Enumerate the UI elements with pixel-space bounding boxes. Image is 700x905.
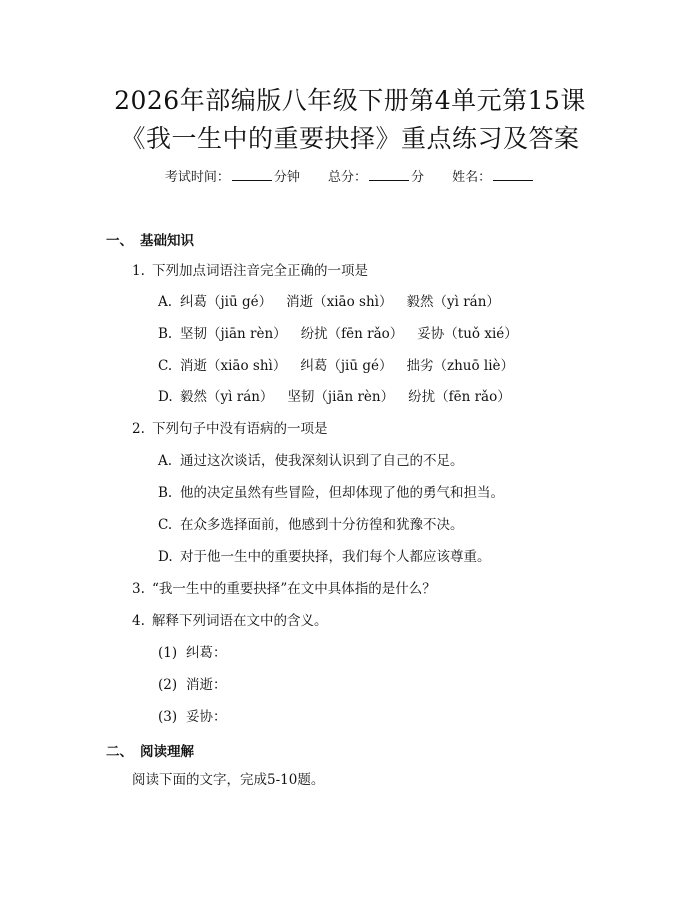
option-item: 妥协（tuǒ xié） (417, 326, 518, 342)
option-letter: A. (158, 294, 173, 310)
section-heading-reading (106, 740, 194, 760)
option-letter: B. (158, 326, 173, 342)
option-item: 坚韧（jiān rèn） (287, 389, 395, 405)
option-item: 毅然（yì rán） (180, 389, 274, 405)
option-item: 毅然（yì rán） (406, 294, 500, 310)
section-title: 基础知识 (140, 233, 194, 249)
section-number: 二、 (106, 744, 133, 760)
option-letter: D. (158, 549, 173, 565)
subitem-number: (2) (158, 677, 178, 693)
q4-subitem-1 (158, 644, 227, 662)
q2-option-a[interactable] (158, 452, 464, 470)
subitem-number: (3) (158, 709, 178, 725)
total-score-label: 总分： (327, 170, 367, 185)
q2-option-b[interactable] (158, 484, 504, 502)
option-text: 他的决定虽然有些冒险，但却体现了他的勇气和担当。 (180, 485, 504, 501)
question-text: 解释下列词语在文中的含义。 (152, 613, 328, 629)
question-text: 下列句子中没有语病的一项是 (152, 421, 328, 437)
option-item: 坚韧（jiān rèn） (180, 326, 287, 342)
exam-time-unit: 分钟 (273, 170, 300, 185)
student-name-label: 姓名： (452, 170, 492, 185)
question-number: 4. (132, 613, 145, 629)
option-text: 在众多选择面前，他感到十分彷徨和犹豫不决。 (180, 517, 464, 533)
total-score-blank[interactable] (369, 168, 409, 181)
page-title-line2: 《我一生中的重要抉择》重点练习及答案 (120, 124, 580, 153)
option-letter: B. (158, 485, 173, 501)
option-item: 纠葛（jiū gé） (300, 358, 393, 374)
option-item: 纷扰（fēn rǎo） (300, 326, 404, 342)
q4-subitem-2 (158, 676, 227, 694)
question-number: 2. (132, 421, 145, 437)
option-item: 纠葛（jiū gé） (180, 294, 273, 310)
page-title-line1: 2026年部编版八年级下册第4单元第15课 (114, 86, 586, 115)
q1-option-c[interactable] (158, 357, 514, 375)
option-item: 消逝（xiāo shì） (286, 294, 393, 310)
option-item: 消逝（xiāo shì） (180, 358, 287, 374)
q1-option-d[interactable] (158, 388, 511, 406)
question-number: 1. (132, 263, 145, 279)
subitem-text: 纠葛： (186, 645, 227, 661)
subitem-text: 消逝： (186, 677, 227, 693)
q4-subitem-3 (158, 708, 227, 726)
option-item: 拙劣（zhuō liè） (406, 358, 515, 374)
option-item: 纷扰（fēn rǎo） (408, 389, 511, 405)
question-number: 3. (132, 581, 145, 597)
section-number: 一、 (106, 233, 133, 249)
q1-option-a[interactable] (158, 293, 500, 311)
section-heading-basics (106, 229, 194, 249)
section-title: 阅读理解 (140, 744, 194, 760)
total-score-field (328, 168, 424, 188)
q2-option-c[interactable] (158, 516, 464, 534)
option-letter: D. (158, 389, 173, 405)
exam-time-label: 考试时间： (164, 170, 230, 185)
option-text: 通过这次谈话，使我深刻认识到了自己的不足。 (180, 453, 464, 469)
total-score-unit: 分 (411, 170, 425, 185)
subitem-number: (1) (158, 645, 178, 661)
exam-time-blank[interactable] (232, 168, 272, 181)
question-3 (132, 580, 436, 598)
question-text: 下列加点词语注音完全正确的一项是 (152, 263, 368, 279)
question-text: “我一生中的重要抉择”在文中具体指的是什么？ (152, 581, 436, 597)
option-letter: C. (158, 517, 173, 533)
question-4 (132, 612, 328, 630)
student-name-blank[interactable] (493, 168, 533, 181)
student-name-field (452, 168, 535, 188)
q2-option-d[interactable] (158, 548, 491, 566)
q1-option-b[interactable] (158, 325, 518, 343)
exam-time-field (165, 168, 300, 188)
reading-instruction: 阅读下面的文字，完成5-10题。 (132, 772, 325, 788)
option-letter: C. (158, 358, 173, 374)
subitem-text: 妥协： (186, 709, 227, 725)
option-letter: A. (158, 453, 173, 469)
exam-info-line (0, 168, 700, 188)
question-2 (132, 420, 328, 438)
question-1 (132, 262, 368, 280)
option-text: 对于他一生中的重要抉择，我们每个人都应该尊重。 (180, 549, 491, 565)
